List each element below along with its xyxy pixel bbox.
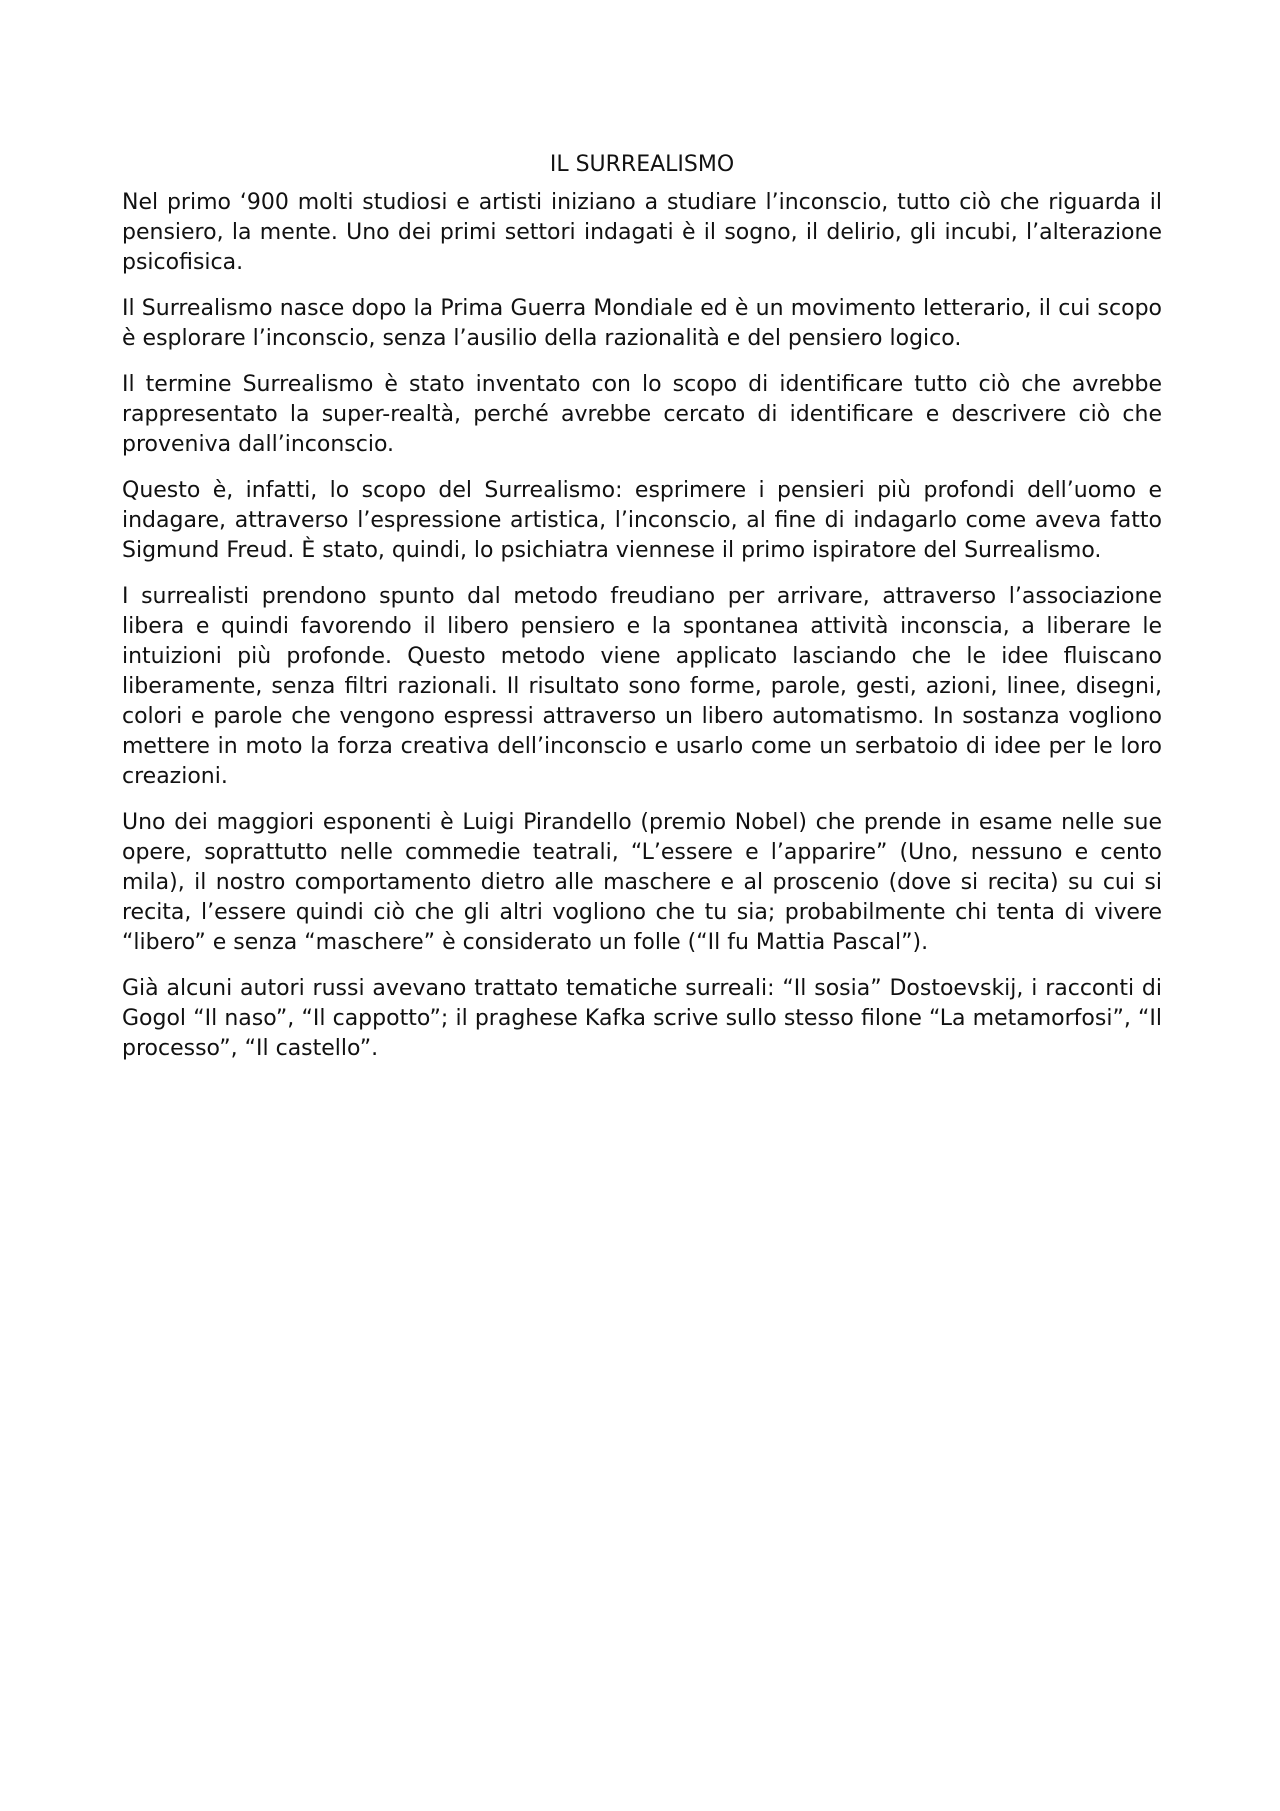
document-title: IL SURREALISMO (549, 152, 735, 177)
paragraph-intro: Nel primo ‘900 molti studiosi e artisti iniziano a studiare l’inconscio, tutto ciò che riguarda il pensiero, la mente. Uno dei primi settori indagati è il sogno, il delirio, gli incubi, l’alterazione psicofisica. (122, 190, 1162, 275)
paragraph-purpose: Questo è, infatti, lo scopo del Surrealismo: esprimere i pensieri più profondi dell’uomo e indagare, attraverso l’espressione artistica, l’inconscio, al fine di indagarlo come aveva fatto Sigmund Freud. È stato, quindi, lo psichiatra viennese il primo ispiratore del Surrealismo. (122, 478, 1162, 563)
paragraph-pirandello: Uno dei maggiori esponenti è Luigi Pirandello (premio Nobel) che prende in esame nelle sue opere, soprattutto nelle commedie teatrali, “L’essere e l’apparire” (Uno, nessuno e cento mila), il nostro comportamento dietro alle maschere e al proscenio (dove si recita) su cui si recita, l’essere quindi ciò che gli altri vogliono che tu sia; probabilmente chi tenta di vivere “libero” e senza “maschere” è considerato un folle (“Il fu Mattia Pascal”). (122, 810, 1162, 955)
document-body (122, 150, 1162, 1080)
paragraph-origin: Il Surrealismo nasce dopo la Prima Guerra Mondiale ed è un movimento letterario, il cui scopo è esplorare l’inconscio, senza l’ausilio della razionalità e del pensiero logico. (122, 296, 1162, 351)
paragraph-russian-authors: Già alcuni autori russi avevano trattato tematiche surreali: “Il sosia” Dostoevskij, i racconti di Gogol “Il naso”, “Il cappotto”; il praghese Kafka scrive sullo stesso filone “La metamorfosi”, “Il processo”, “Il castello”. (122, 976, 1162, 1061)
paragraph-term: Il termine Surrealismo è stato inventato con lo scopo di identificare tutto ciò che avrebbe rappresentato la super-realtà, perché avrebbe cercato di identificare e descrivere ciò che proveniva dall’inconscio. (122, 372, 1162, 457)
paragraph-method: I surrealisti prendono spunto dal metodo freudiano per arrivare, attraverso l’associazione libera e quindi favorendo il libero pensiero e la spontanea attività inconscia, a liberare le intuizioni più profonde. Questo metodo viene applicato lasciando che le idee fluiscano liberamente, senza filtri razionali. Il risultato sono forme, parole, gesti, azioni, linee, disegni, colori e parole che vengono espressi attraverso un libero automatismo. In sostanza vogliono mettere in moto la forza creativa dell’inconscio e usarlo come un serbatoio di idee per le loro creazioni. (122, 584, 1162, 789)
